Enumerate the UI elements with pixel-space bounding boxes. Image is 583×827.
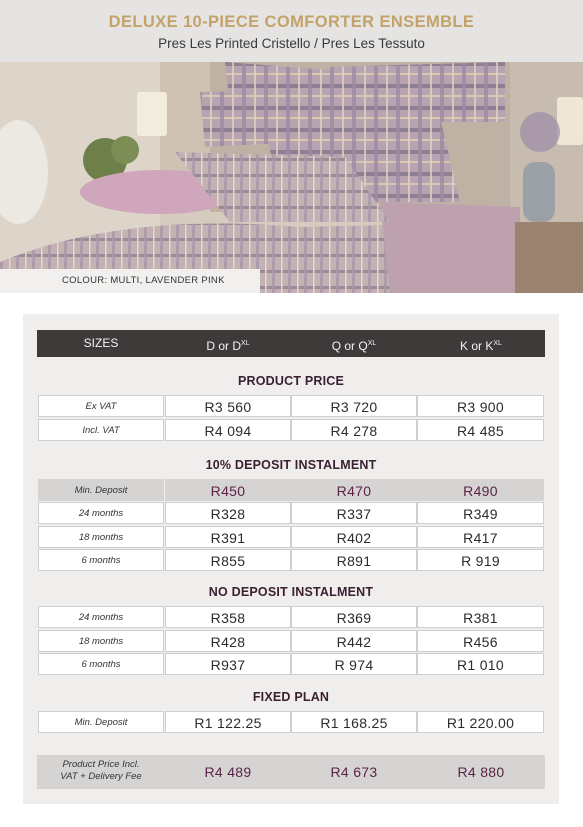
header-king-label: K or K <box>460 339 494 353</box>
price-queen: R1 168.25 <box>291 711 417 733</box>
price-king: R4 485 <box>417 419 544 441</box>
price-queen: R337 <box>291 502 417 524</box>
table-row <box>37 526 545 550</box>
row-label: 6 months <box>38 653 164 675</box>
price-queen: R369 <box>291 606 417 628</box>
price-queen: R442 <box>291 630 417 652</box>
price-double: R428 <box>165 630 291 652</box>
price-double: R1 122.25 <box>165 711 291 733</box>
price-king: R3 900 <box>417 395 544 417</box>
price-king: R 919 <box>417 549 544 571</box>
section-title-product-price: PRODUCT PRICE <box>237 374 345 388</box>
price-queen: R891 <box>291 549 417 571</box>
row-label: Ex VAT <box>38 395 164 417</box>
size-header-row <box>37 330 545 357</box>
table-row <box>37 653 545 677</box>
bedroom-illustration <box>0 62 583 293</box>
table-row <box>37 502 545 526</box>
section-title-no-deposit-instalment: NO DEPOSIT INSTALMENT <box>208 585 374 599</box>
row-label: 24 months <box>38 606 164 628</box>
price-double: R391 <box>165 526 291 548</box>
table-row <box>37 419 545 443</box>
price-king: R417 <box>417 526 544 548</box>
row-label: Incl. VAT <box>38 419 164 441</box>
price-double: R855 <box>165 549 291 571</box>
header-sizes-label: SIZES <box>83 336 119 350</box>
total-label-line2: VAT + Delivery Fee <box>60 771 142 782</box>
row-label: 18 months <box>38 526 164 548</box>
total-double: R4 489 <box>204 764 252 780</box>
price-king: R1 010 <box>417 653 544 675</box>
header-queen-label: Q or Q <box>331 339 368 353</box>
header-king <box>417 330 545 360</box>
price-double: R937 <box>165 653 291 675</box>
row-label: 18 months <box>38 630 164 652</box>
row-label: Min. Deposit <box>38 711 164 733</box>
product-photo <box>0 62 583 293</box>
price-queen: R402 <box>291 526 417 548</box>
page-title: DELUXE 10-PIECE COMFORTER ENSEMBLE <box>108 13 475 31</box>
row-label: Min. Deposit <box>38 479 164 501</box>
header <box>0 0 583 62</box>
price-double: R358 <box>165 606 291 628</box>
price-double: R3 560 <box>165 395 291 417</box>
table-row <box>37 549 545 573</box>
header-king-sup: XL <box>493 340 502 347</box>
table-row <box>37 606 545 630</box>
price-king: R490 <box>417 479 544 501</box>
section-title-deposit-instalment: 10% DEPOSIT INSTALMENT <box>205 458 377 472</box>
page-subtitle: Pres Les Printed Cristello / Pres Les Tessuto <box>158 36 425 51</box>
price-queen: R4 278 <box>291 419 417 441</box>
table-row <box>37 630 545 654</box>
price-king: R381 <box>417 606 544 628</box>
colour-caption: COLOUR: MULTI, LAVENDER PINK <box>0 269 260 293</box>
total-queen: R4 673 <box>330 764 378 780</box>
price-double: R4 094 <box>165 419 291 441</box>
header-double-sup: XL <box>241 340 250 347</box>
total-king: R4 880 <box>457 764 505 780</box>
total-row <box>37 755 545 789</box>
total-label-line1: Product Price Incl. <box>62 759 140 770</box>
table-row <box>37 711 545 735</box>
header-double-label: D or D <box>206 339 242 353</box>
price-queen: R 974 <box>291 653 417 675</box>
header-queen-sup: XL <box>367 340 377 347</box>
price-queen: R3 720 <box>291 395 417 417</box>
table-row <box>37 479 545 503</box>
price-double: R450 <box>165 479 291 501</box>
section-title-fixed-plan: FIXED PLAN <box>252 690 330 704</box>
total-label <box>37 759 165 783</box>
price-queen: R470 <box>291 479 417 501</box>
price-double: R328 <box>165 502 291 524</box>
price-king: R1 220.00 <box>417 711 544 733</box>
row-label: 24 months <box>38 502 164 524</box>
price-king: R349 <box>417 502 544 524</box>
price-king: R456 <box>417 630 544 652</box>
row-label: 6 months <box>38 549 164 571</box>
header-sizes <box>37 330 165 357</box>
header-double <box>165 330 291 360</box>
table-row <box>37 395 545 419</box>
header-queen <box>291 330 417 360</box>
